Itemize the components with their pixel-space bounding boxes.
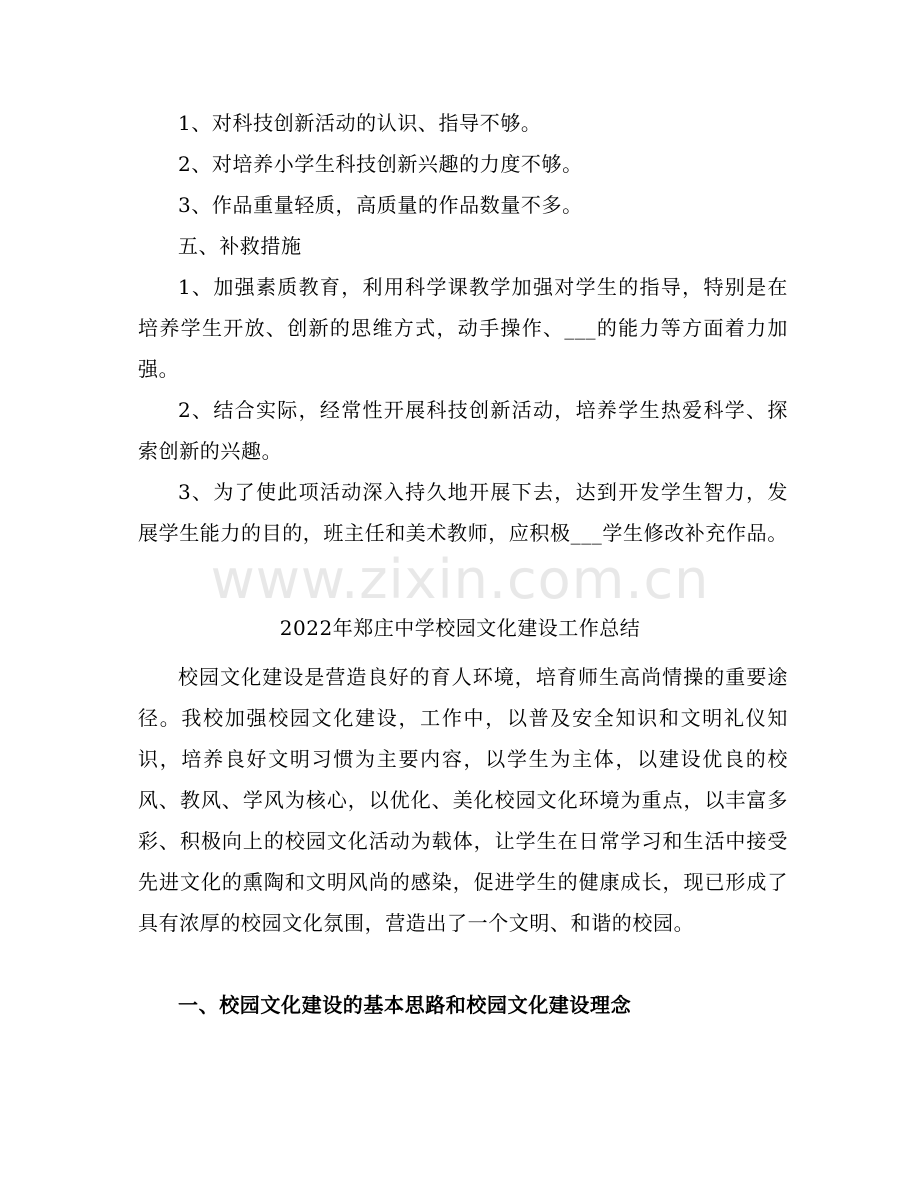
intro-paragraph: 校园文化建设是营造良好的育人环境，培育师生高尚情操的重要途径。我校加强校园文化建设，工作中，以普及安全知识和文明礼仪知识，培养良好文明习惯为主要内容，以学生为主体，以建设优良的校风、教风、学风为核心，以优化、美化校园文化环境为重点，以丰富多彩、积极向上的校园文化活动为载体，让学生在日常学习和生活中接受先进文化的熏陶和文明风尚的感染，促进学生的健康成长，现已形成了具有浓厚的校园文化氛围，营造出了一个文明、和谐的校园。 — [138, 665, 788, 935]
page-title: 2022年郑庄中学校园文化建设工作总结 — [279, 616, 641, 640]
list-item: 1、加强素质教育，利用科学课教学加强对学生的指导，特别是在培养学生开放、创新的思维方式，动手操作、___的能力等方面着力加强。 — [138, 275, 788, 381]
list-item: 3、为了使此项活动深入持久地开展下去，达到开发学生智力，发展学生能力的目的，班主任和美术教师，应积极___学生修改补充作品。 — [138, 480, 788, 545]
section-heading: 一、校园文化建设的基本思路和校园文化建设理念 — [178, 993, 632, 1017]
list-item: 2、对培养小学生科技创新兴趣的力度不够。 — [178, 152, 583, 176]
list-item: 3、作品重量轻质，高质量的作品数量不多。 — [178, 193, 583, 217]
list-item: 1、对科技创新活动的认识、指导不够。 — [178, 111, 542, 135]
section-heading: 五、补救措施 — [178, 234, 302, 258]
watermark: www.zixin.com.cn — [210, 548, 710, 611]
list-item: 2、结合实际，经常性开展科技创新活动，培养学生热爱科学、探索创新的兴趣。 — [138, 398, 788, 463]
